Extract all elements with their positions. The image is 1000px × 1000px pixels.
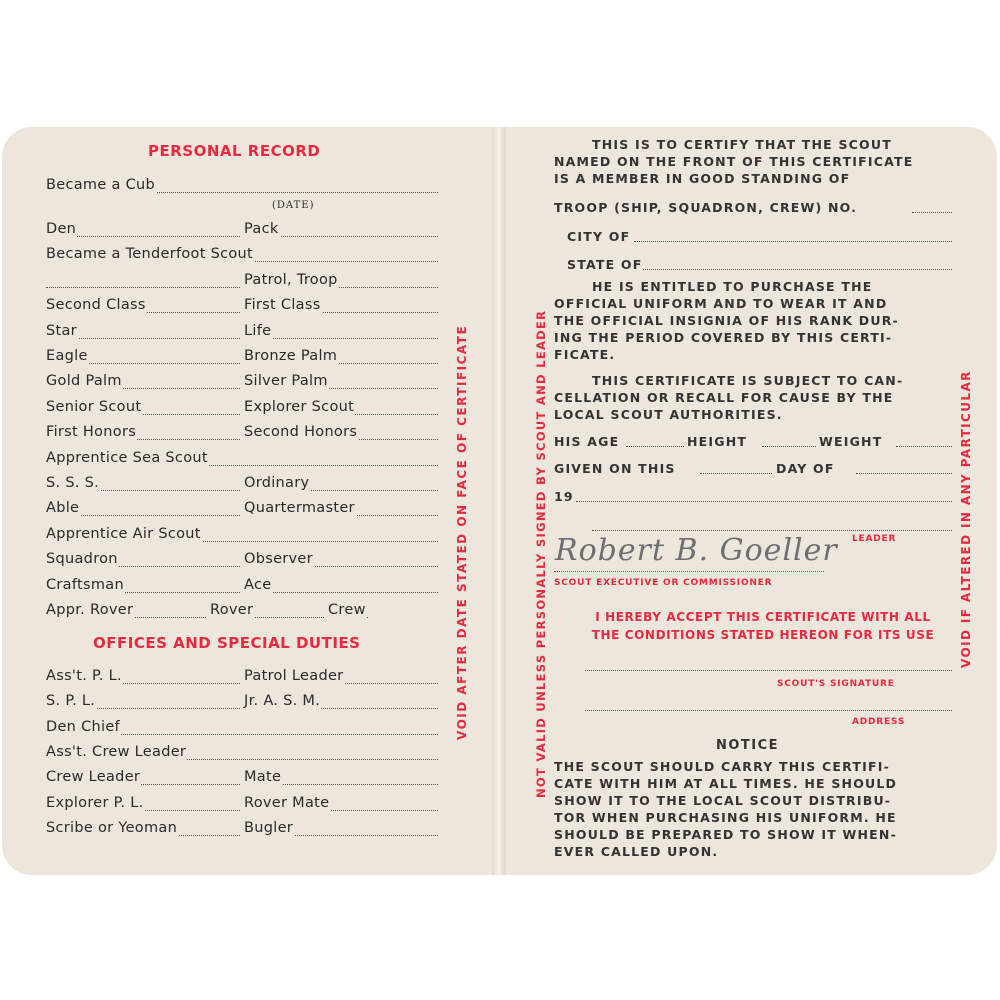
office-row — [0, 693, 500, 713]
certify-paragraph: THIS IS TO CERTIFY THAT THE SCOUT NAMED ON THE FRONT OF THIS CERTIFICATE IS A MEMBER IN GOOD STANDING OF — [554, 137, 914, 186]
personal-record-label: S. S. S. — [46, 475, 100, 491]
personal-record-label: Eagle — [46, 348, 88, 364]
state-field[interactable] — [643, 269, 952, 270]
personal-record-label: First Honors — [46, 424, 137, 441]
weight-label: WEIGHT — [819, 434, 883, 449]
leader-label: LEADER — [852, 534, 897, 544]
height-label: HEIGHT — [687, 434, 748, 449]
office-label: Ass't. Crew Leader — [46, 743, 187, 760]
address-label: ADDRESS — [852, 717, 906, 727]
personal-record-label: Apprentice Air Scout — [46, 525, 201, 542]
personal-record-label: Crew — [328, 602, 366, 618]
office-label: S. P. L. — [46, 693, 96, 710]
notice-title: NOTICE — [716, 738, 780, 753]
personal-record-label: Rover — [210, 602, 254, 618]
personal-record-row — [0, 348, 500, 368]
scout-signature-line[interactable] — [585, 670, 952, 671]
personal-record-row — [0, 526, 500, 546]
personal-record-row — [0, 475, 500, 495]
address-line[interactable] — [585, 710, 952, 711]
entitled-paragraph: HE IS ENTITLED TO PURCHASE THE OFFICIAL UNIFORM AND TO WEAR IT AND THE OFFICIAL INSIGNIA OF HIS RANK DUR- ING THE PERIOD COVERED BY THIS CERTI- FICATE. — [554, 279, 899, 362]
day-of-label: DAY OF — [776, 461, 835, 476]
office-label: Jr. A. S. M. — [244, 693, 321, 710]
office-label: Den Chief — [46, 718, 120, 735]
personal-record-label: Observer — [244, 551, 313, 568]
personal-record-label: Squadron — [46, 551, 118, 568]
personal-record-label: Craftsman — [46, 576, 124, 593]
personal-record-label: First Class — [244, 297, 321, 314]
city-label: CITY OF — [567, 229, 631, 244]
office-label: Crew Leader — [46, 769, 141, 786]
leader-signature-line[interactable] — [592, 530, 952, 531]
office-row — [0, 668, 500, 688]
scout-signature-label: SCOUT'S SIGNATURE — [777, 679, 895, 689]
date-note: (DATE) — [272, 200, 315, 211]
personal-record-row — [0, 373, 500, 393]
personal-record-row — [0, 272, 500, 292]
year-prefix: 19 — [554, 489, 574, 504]
void-after-date-note: VOID AFTER DATE STATED ON FACE OF CERTIFICATE — [455, 324, 469, 740]
personal-record-row — [0, 450, 500, 470]
personal-record-row — [0, 602, 500, 622]
personal-record-heading: PERSONAL RECORD — [148, 142, 321, 160]
age-label: HIS AGE — [554, 434, 620, 449]
office-label: Bugler — [244, 819, 294, 836]
personal-record-label: Ordinary — [244, 475, 310, 491]
personal-record-label: Second Class — [46, 297, 146, 314]
office-row — [0, 744, 500, 764]
state-label: STATE OF — [567, 257, 643, 272]
personal-record-row — [0, 297, 500, 317]
personal-record-label: Apprentice Sea Scout — [46, 449, 208, 466]
office-row — [0, 719, 500, 739]
troop-label: TROOP (SHIP, SQUADRON, CREW) NO. — [554, 200, 858, 215]
personal-record-label: Explorer Scout — [244, 398, 355, 415]
personal-record-row — [0, 246, 500, 266]
personal-record-entry-field[interactable] — [244, 338, 438, 339]
executive-signature-line — [554, 571, 824, 572]
weight-field[interactable] — [896, 446, 952, 447]
given-day-field[interactable] — [700, 473, 772, 474]
personal-record-label: Den — [46, 221, 77, 237]
office-label: Patrol Leader — [244, 668, 344, 684]
personal-record-label: Became a Tenderfoot Scout — [46, 246, 254, 263]
troop-number-field[interactable] — [912, 212, 952, 213]
executive-signature: Robert B. Goeller — [555, 533, 838, 568]
personal-record-label: Quartermaster — [244, 500, 355, 517]
office-label: Mate — [244, 769, 282, 786]
personal-record-row — [0, 424, 500, 444]
personal-record-label: Life — [244, 322, 272, 339]
age-field[interactable] — [626, 446, 684, 447]
year-field[interactable] — [576, 501, 952, 502]
personal-record-row — [0, 323, 500, 343]
personal-record-label: Ace — [244, 576, 272, 593]
subject-paragraph: THIS CERTIFICATE IS SUBJECT TO CAN- CELLATION OR RECALL FOR CAUSE BY THE LOCAL SCOUT AUTHORITIES. — [554, 373, 904, 422]
personal-record-entry-field[interactable] — [46, 287, 240, 288]
personal-record-row — [0, 221, 500, 241]
personal-record-label: Silver Palm — [244, 373, 328, 390]
not-valid-note: NOT VALID UNLESS PERSONALLY SIGNED BY SCOUT AND LEADER — [534, 309, 548, 798]
personal-record-label: Able — [46, 500, 80, 517]
personal-record-row — [0, 399, 500, 419]
office-label: Ass't. P. L. — [46, 668, 122, 684]
office-label: Scribe or Yeoman — [46, 819, 178, 836]
office-row — [0, 769, 500, 789]
accept-statement: I HEREBY ACCEPT THIS CERTIFICATE WITH ALL THE CONDITIONS STATED HEREON FOR ITS USE — [591, 610, 935, 642]
void-if-altered-note: VOID IF ALTERED IN ANY PARTICULAR — [959, 370, 973, 668]
personal-record-row — [0, 551, 500, 571]
personal-record-label: Appr. Rover — [46, 602, 134, 618]
personal-record-entry-field[interactable] — [244, 592, 438, 593]
personal-record-label: Patrol, Troop — [244, 271, 338, 288]
given-label: GIVEN ON THIS — [554, 461, 676, 476]
office-row — [0, 820, 500, 840]
notice-paragraph: THE SCOUT SHOULD CARRY THIS CERTIFI- CATE WITH HIM AT ALL TIMES. HE SHOULD SHOW IT TO THE LOCAL SCOUT DISTRIBU- TOR WHEN PURCHASING HIS UNIFORM. HE SHOULD BE PREPARED TO SHOW IT WHEN- EVER CALLED UPON. — [554, 759, 898, 859]
personal-record-label: Pack — [244, 221, 279, 237]
personal-record-label: Became a Cub — [46, 177, 155, 193]
height-field[interactable] — [762, 446, 816, 447]
personal-record-row — [0, 177, 500, 197]
personal-record-label: Second Honors — [244, 424, 358, 441]
office-row — [0, 795, 500, 815]
offices-heading: OFFICES AND SPECIAL DUTIES — [93, 634, 361, 652]
office-label: Explorer P. L. — [46, 794, 144, 811]
personal-record-row — [0, 577, 500, 597]
personal-record-row — [0, 500, 500, 520]
personal-record-label: Gold Palm — [46, 373, 122, 390]
personal-record-label: Star — [46, 322, 77, 339]
given-month-field[interactable] — [856, 473, 952, 474]
executive-label: SCOUT EXECUTIVE OR COMMISSIONER — [554, 578, 773, 588]
personal-record-label: Senior Scout — [46, 398, 142, 415]
personal-record-label: Bronze Palm — [244, 348, 338, 364]
city-field[interactable] — [634, 241, 952, 242]
office-label: Rover Mate — [244, 794, 330, 811]
